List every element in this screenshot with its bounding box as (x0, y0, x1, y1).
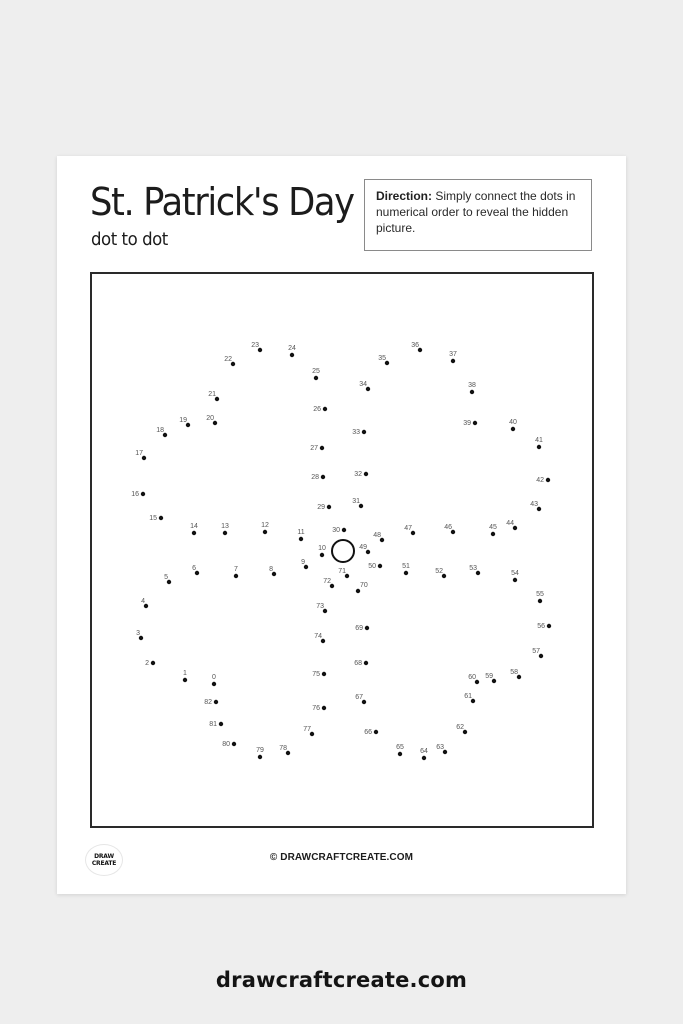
dot-number: 19 (179, 417, 187, 424)
puzzle-dot (468, 382, 476, 394)
puzzle-dot (456, 724, 467, 734)
puzzle-dot (535, 437, 543, 449)
dot-marker (159, 516, 163, 520)
puzzle-dot (436, 744, 447, 754)
dot-marker (290, 353, 294, 357)
dot-number: 11 (297, 529, 305, 536)
puzzle-dot (354, 660, 368, 667)
dot-number: 8 (269, 566, 273, 573)
dot-to-dot-puzzle (90, 272, 594, 828)
dot-number: 14 (190, 523, 198, 530)
dot-number: 74 (314, 633, 322, 640)
dot-marker (141, 492, 145, 496)
puzzle-dot (234, 566, 238, 578)
dot-marker (547, 624, 551, 628)
direction-text: Simply connect the dots in numerical order to reveal the hidden picture. (376, 189, 576, 235)
dot-marker (473, 421, 477, 425)
puzzle-dot (224, 356, 235, 366)
dot-number: 78 (279, 745, 287, 752)
dot-number: 28 (311, 474, 319, 481)
start-circle (332, 540, 354, 562)
puzzle-dot (532, 648, 543, 658)
puzzle-dot (354, 471, 368, 478)
dot-marker (212, 682, 216, 686)
puzzle-dot (463, 420, 477, 427)
puzzle-dot (222, 741, 236, 748)
puzzle-dot (311, 474, 325, 481)
dot-number: 64 (420, 748, 428, 755)
puzzle-dot (435, 568, 446, 578)
puzzle-dot (208, 391, 219, 401)
dot-marker (365, 626, 369, 630)
puzzle-dot (323, 578, 334, 588)
puzzle-dot (402, 563, 410, 575)
puzzle-dot (378, 355, 389, 365)
dot-marker (320, 553, 324, 557)
dot-number: 56 (537, 623, 545, 630)
dot-number: 44 (506, 520, 514, 527)
puzzle-dot (509, 419, 517, 431)
puzzle-dot (506, 520, 517, 530)
dot-marker (183, 678, 187, 682)
dot-number: 75 (312, 671, 320, 678)
puzzle-dot (510, 669, 521, 679)
puzzle-dot (313, 406, 327, 413)
dot-marker (451, 359, 455, 363)
puzzle-dot (469, 565, 480, 575)
puzzle-dot (464, 693, 475, 703)
dot-marker (192, 531, 196, 535)
dot-marker (299, 537, 303, 541)
dot-number: 16 (131, 491, 139, 498)
dot-number: 70 (360, 582, 368, 589)
puzzle-dot (396, 744, 404, 756)
dot-marker (320, 446, 324, 450)
puzzle-dot (190, 523, 198, 535)
dot-number: 33 (352, 429, 360, 436)
dot-marker (321, 475, 325, 479)
puzzle-dot (468, 674, 479, 684)
puzzle-dot (209, 721, 223, 728)
puzzle-dot (314, 633, 325, 643)
puzzle-dot (511, 570, 519, 582)
dot-number: 65 (396, 744, 404, 751)
dot-number: 43 (530, 501, 538, 508)
dot-number: 67 (355, 694, 363, 701)
puzzle-dot (485, 673, 496, 683)
puzzle-dot (149, 515, 163, 522)
dot-marker (513, 578, 517, 582)
puzzle-dot (156, 427, 167, 437)
dot-number: 54 (511, 570, 519, 577)
puzzle-dot (355, 694, 366, 704)
dot-marker (364, 472, 368, 476)
dot-number: 18 (156, 427, 164, 434)
direction-label: Direction: (376, 189, 433, 203)
puzzle-dot (536, 477, 550, 484)
dot-number: 81 (209, 721, 217, 728)
dot-marker (398, 752, 402, 756)
dot-number: 12 (261, 522, 269, 529)
puzzle-dot (183, 670, 187, 682)
dot-number: 57 (532, 648, 540, 655)
puzzle-dot (312, 368, 320, 380)
logo-line-1: DRAW (94, 853, 114, 860)
dot-marker (378, 564, 382, 568)
dot-number: 41 (535, 437, 543, 444)
dot-marker (404, 571, 408, 575)
dot-marker (234, 574, 238, 578)
puzzle-dot (256, 747, 264, 759)
dot-number: 26 (313, 406, 321, 413)
dot-number: 0 (212, 674, 216, 681)
dot-number: 66 (364, 729, 372, 736)
dot-number: 10 (318, 545, 326, 552)
dot-number: 79 (256, 747, 264, 754)
dot-number: 35 (378, 355, 386, 362)
dot-number: 25 (312, 368, 320, 375)
dot-number: 39 (463, 420, 471, 427)
puzzle-dot (356, 582, 368, 593)
dot-number: 2 (145, 660, 149, 667)
dot-number: 73 (316, 603, 324, 610)
dot-marker (322, 672, 326, 676)
puzzle-dot (145, 660, 155, 667)
dot-marker (223, 531, 227, 535)
dot-marker (356, 589, 360, 593)
puzzle-dot (204, 699, 218, 706)
puzzle-dot (288, 345, 296, 357)
dot-number: 3 (136, 630, 140, 637)
copyright-text: © DRAWCRAFTCREATE.COM (269, 852, 414, 863)
dot-number: 20 (206, 415, 214, 422)
worksheet-page (57, 156, 626, 894)
logo-line-2: CREATE (91, 860, 117, 867)
puzzle-dot (317, 504, 331, 511)
dot-number: 77 (303, 726, 311, 733)
worksheet-title: St. Patrick's Day (90, 180, 354, 224)
dot-number: 55 (536, 591, 544, 598)
dot-number: 15 (149, 515, 157, 522)
dot-number: 24 (288, 345, 296, 352)
dot-number: 58 (510, 669, 518, 676)
dot-marker (342, 528, 346, 532)
dot-number: 27 (310, 445, 318, 452)
puzzle-dot (530, 501, 541, 511)
dot-number: 63 (436, 744, 444, 751)
dot-number: 61 (464, 693, 472, 700)
puzzle-dot (352, 429, 366, 436)
puzzle-dot (206, 415, 217, 425)
dot-marker (151, 661, 155, 665)
puzzle-dot (301, 559, 308, 569)
dot-number: 72 (323, 578, 331, 585)
puzzle-dot (449, 351, 457, 363)
dot-number: 62 (456, 724, 464, 731)
dot-number: 29 (317, 504, 325, 511)
dot-marker (491, 532, 495, 536)
dot-number: 7 (234, 566, 238, 573)
dot-marker (364, 661, 368, 665)
puzzle-dot (261, 522, 269, 534)
puzzle-dot (316, 603, 327, 613)
puzzle-frame (90, 272, 594, 828)
puzzle-dot (368, 563, 382, 570)
dot-number: 22 (224, 356, 232, 363)
dot-number: 13 (221, 523, 229, 530)
dot-number: 48 (373, 532, 381, 539)
dot-marker (422, 756, 426, 760)
dot-marker (314, 376, 318, 380)
dot-marker (374, 730, 378, 734)
puzzle-dot (303, 726, 314, 736)
dot-number: 50 (368, 563, 376, 570)
dot-number: 17 (135, 450, 143, 457)
puzzle-dot (251, 342, 262, 352)
puzzle-dot (136, 630, 143, 640)
puzzle-dot (221, 523, 229, 535)
puzzle-dot (312, 705, 326, 712)
puzzle-dot (318, 545, 326, 557)
dot-number: 60 (468, 674, 476, 681)
puzzle-dot (373, 532, 384, 542)
dot-marker (258, 755, 262, 759)
puzzle-dot (312, 671, 326, 678)
dot-marker (232, 742, 236, 746)
dot-number: 6 (192, 565, 196, 572)
dot-number: 34 (359, 381, 367, 388)
dot-number: 46 (444, 524, 452, 531)
dot-number: 31 (352, 498, 360, 505)
puzzle-dot (359, 381, 370, 391)
dot-number: 5 (164, 574, 168, 581)
puzzle-dot (411, 342, 422, 352)
dot-marker (322, 706, 326, 710)
dot-number: 4 (141, 598, 145, 605)
puzzle-dot (310, 445, 324, 452)
dot-marker (537, 445, 541, 449)
puzzle-dot (364, 729, 378, 736)
puzzle-dot (131, 491, 145, 498)
dot-marker (214, 700, 218, 704)
dot-number: 40 (509, 419, 517, 426)
puzzle-dot (164, 574, 171, 584)
dot-number: 76 (312, 705, 320, 712)
dot-number: 37 (449, 351, 457, 358)
dot-marker (470, 390, 474, 394)
puzzle-dot (489, 524, 497, 536)
worksheet-subtitle: dot to dot (91, 229, 168, 250)
dot-marker (263, 530, 267, 534)
puzzle-dot (352, 498, 363, 508)
puzzle-dot (332, 527, 346, 534)
puzzle-dot (212, 674, 216, 686)
dot-number: 21 (208, 391, 216, 398)
dot-number: 53 (469, 565, 477, 572)
puzzle-dot (279, 745, 290, 755)
puzzle-dot (338, 568, 349, 578)
dot-number: 45 (489, 524, 497, 531)
dot-marker (327, 505, 331, 509)
dot-number: 68 (354, 660, 362, 667)
direction-box (364, 179, 592, 251)
dot-number: 36 (411, 342, 419, 349)
dot-number: 49 (359, 544, 367, 551)
puzzle-dot (192, 565, 199, 575)
dot-marker (538, 599, 542, 603)
dot-number: 52 (435, 568, 443, 575)
dot-marker (362, 430, 366, 434)
dot-number: 1 (183, 670, 187, 677)
puzzle-dot (404, 525, 415, 535)
dot-number: 82 (204, 699, 212, 706)
site-url[interactable]: drawcraftcreate.com (215, 968, 468, 992)
puzzle-dot (355, 625, 369, 632)
dot-number: 47 (404, 525, 412, 532)
puzzle-dot (420, 748, 428, 760)
puzzle-dot (359, 544, 370, 554)
puzzle-dot (537, 623, 551, 630)
puzzle-dot (269, 566, 276, 576)
puzzle-dot (444, 524, 455, 534)
dot-marker (219, 722, 223, 726)
puzzle-dot (135, 450, 146, 460)
dot-number: 59 (485, 673, 493, 680)
dot-number: 42 (536, 477, 544, 484)
dot-number: 51 (402, 563, 410, 570)
dot-marker (511, 427, 515, 431)
puzzle-dot (536, 591, 544, 603)
dot-number: 69 (355, 625, 363, 632)
dot-number: 32 (354, 471, 362, 478)
puzzle-dot (141, 598, 148, 608)
dot-number: 9 (301, 559, 305, 566)
dot-marker (546, 478, 550, 482)
dot-number: 23 (251, 342, 259, 349)
dot-number: 80 (222, 741, 230, 748)
dot-number: 30 (332, 527, 340, 534)
puzzle-dot (179, 417, 190, 427)
dot-number: 38 (468, 382, 476, 389)
dot-number: 71 (338, 568, 346, 575)
dot-marker (323, 407, 327, 411)
puzzle-dot (297, 529, 304, 541)
